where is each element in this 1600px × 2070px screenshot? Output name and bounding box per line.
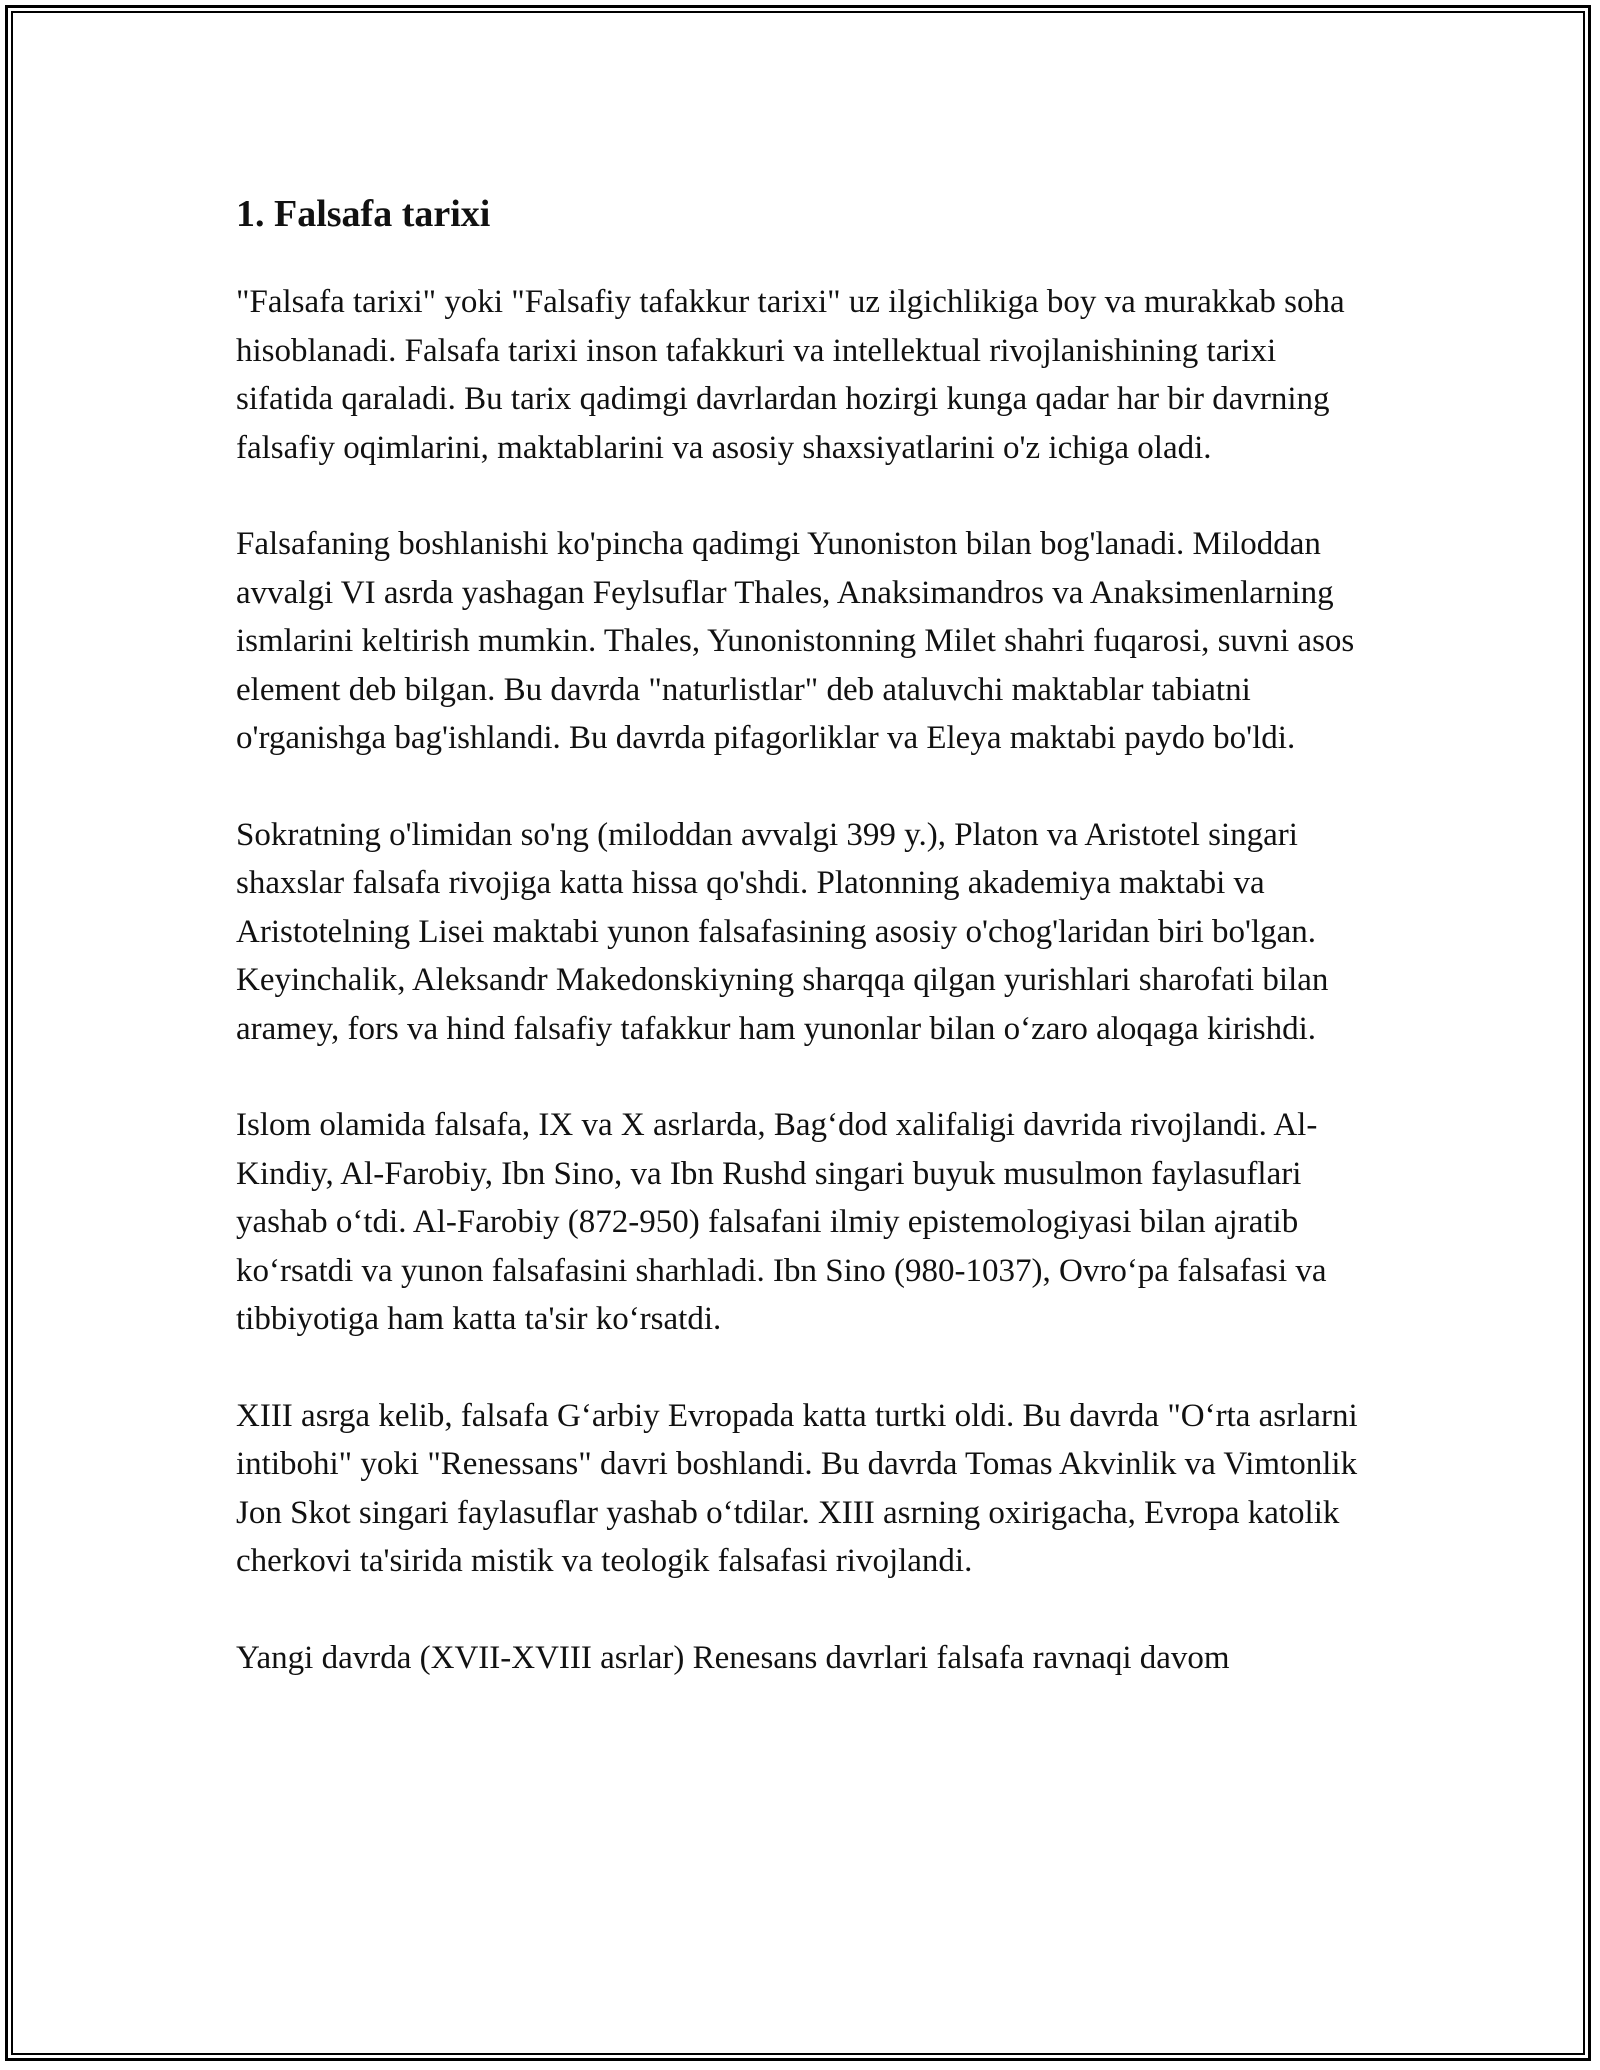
paragraph-1: "Falsafa tarixi" yoki "Falsafiy tafakkur tarixi" uz ilgichlikiga boy va murakkab soha hisoblanadi. Falsafa tarixi inson tafakkuri va intellektual rivojlanishining tarixi sifatida qaraladi. Bu tarix qadimgi davrlardan hozirgi kunga qadar har bir davrning falsafiy oqimlarini, maktablarini va asosiy shaxsiyatlarini o'z ichiga oladi.: [236, 284, 1345, 466]
document-title: 1. Falsafa tarixi: [236, 193, 491, 235]
paragraph-4: Islom olamida falsafa, IX va X asrlarda, Bag‘dod xalifaligi davrida rivojlandi. Al-Kindiy, Al-Farobiy, Ibn Sino, va Ibn Rushd singari buyuk musulmon faylasuflari yashab o‘tdi. Al-Farobiy (872-950) falsafani ilmiy epistemologiyasi bilan ajratib ko‘rsatdi va yunon falsafasini sharhladi. Ibn Sino (980-1037), Ovro‘pa falsafasi va tibbiyotiga ham katta ta'sir ko‘rsatdi.: [236, 1107, 1327, 1337]
paragraph-5: XIII asrga kelib, falsafa G‘arbiy Evropada katta turtki oldi. Bu davrda "O‘rta asrlarni intibohi" yoki "Renessans" davri boshlandi. Bu davrda Tomas Akvinlik va Vimtonlik Jon Skot singari faylasuflar yashab o‘tdilar. XIII asrning oxirigacha, Evropa katolik cherkovi ta'sirida mistik va teologik falsafasi rivojlandi.: [236, 1397, 1358, 1579]
paragraph-6: Yangi davrda (XVII-XVIII asrlar) Renesans davrlari falsafa ravnaqi davom: [236, 1639, 1230, 1676]
paragraph-3: Sokratning o'limidan so'ng (miloddan avvalgi 399 y.), Platon va Aristotel singari shaxslar falsafa rivojiga katta hissa qo'shdi. Platonning akademiya maktabi va Aristotelning Lisei maktabi yunon falsafasining asosiy o'chog'laridan biri bo'lgan. Keyinchalik, Aleksandr Makedonskiyning sharqqa qilgan yurishlari sharofati bilan aramey, fors va hind falsafiy tafakkur ham yunonlar bilan o‘zaro aloqaga kirishdi.: [236, 816, 1329, 1047]
paragraph-2: Falsafaning boshlanishi ko'pincha qadimgi Yunoniston bilan bog'lanadi. Miloddan avvalgi VI asrda yashagan Feylsuflar Thales, Anaksimandros va Anaksimenlarning ismlarini keltirish mumkin. Thales, Yunonistonning Milet shahri fuqarosi, suvni asos element deb bilgan. Bu davrda "naturlistlar" deb ataluvchi maktablar tabiatni o'rganishga bag'ishlandi. Bu davrda pifagorliklar va Eleya maktabi paydo bo'ldi.: [236, 526, 1355, 756]
document-body: [236, 186, 1376, 1730]
